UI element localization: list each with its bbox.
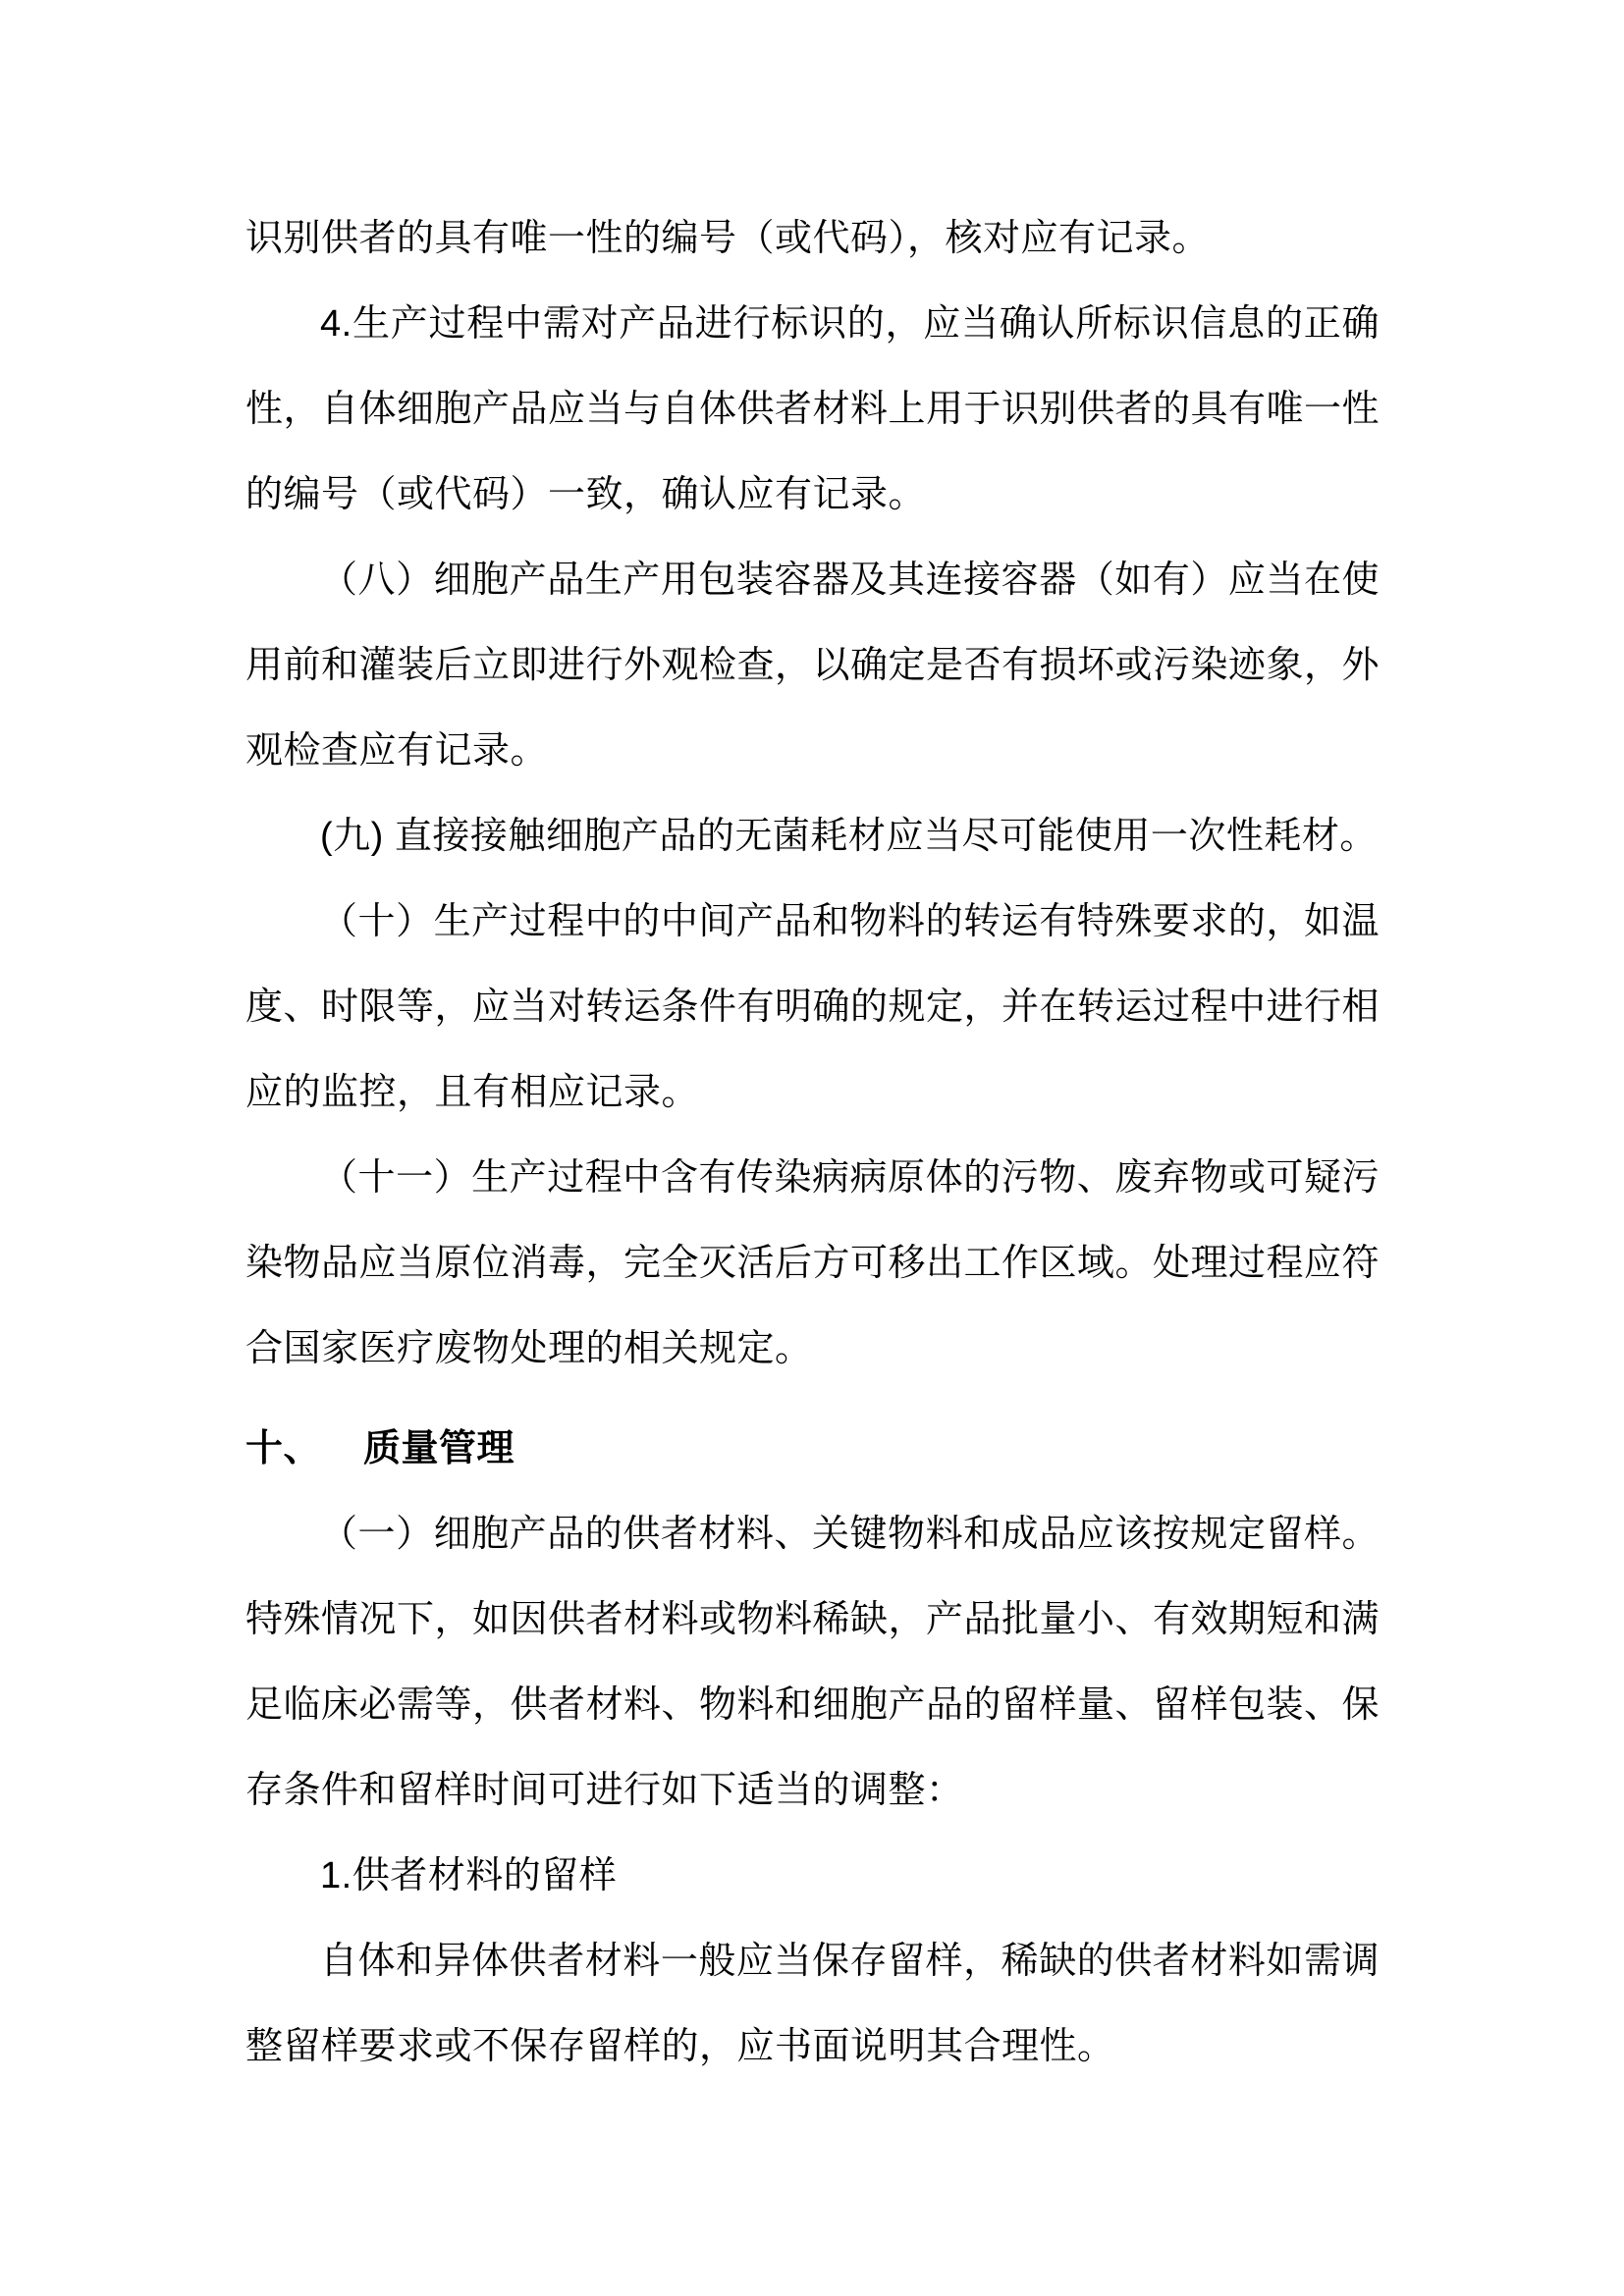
text-line: 4.生产过程中需对产品进行标识的，应当确认所标识信息的正确 — [320, 303, 1380, 345]
text-line: 特殊情况下，如因供者材料或物料稀缺，产品批量小、有效期短和满 — [245, 1599, 1380, 1640]
section-heading-title: 质量管理 — [363, 1428, 515, 1469]
text-line: 整留样要求或不保存留样的，应书面说明其合理性。 — [245, 2026, 1115, 2067]
text-line: 应的监控，且有相应记录。 — [245, 1072, 700, 1113]
text-line: 自体和异体供者材料一般应当保存留样，稀缺的供者材料如需调 — [320, 1941, 1380, 1982]
text-line: 合国家医疗废物处理的相关规定。 — [245, 1328, 813, 1369]
text-line: （八）细胞产品生产用包装容器及其连接容器（如有）应当在使 — [320, 560, 1380, 601]
text-line: (九) 直接接触细胞产品的无菌耗材应当尽可能使用一次性耗材。 — [320, 816, 1378, 857]
text-line: 用前和灌装后立即进行外观检查，以确定是否有损坏或污染迹象，外 — [245, 645, 1380, 686]
text-line: 识别供者的具有唯一性的编号（或代码），核对应有记录。 — [245, 218, 1211, 259]
text-line: 度、时限等，应当对转运条件有明确的规定，并在转运过程中进行相 — [245, 987, 1380, 1028]
section-heading — [245, 1407, 1380, 1492]
text-line: 观检查应有记录。 — [245, 730, 549, 772]
text-line: 的编号（或代码）一致，确认应有记录。 — [245, 474, 927, 515]
text-line: （十）生产过程中的中间产品和物料的转运有特殊要求的，如温 — [320, 901, 1380, 942]
text-line: 染物品应当原位消毒，完全灭活后方可移出工作区域。处理过程应符 — [245, 1243, 1380, 1284]
text-line: 存条件和留样时间可进行如下适当的调整： — [245, 1770, 964, 1811]
text-line: 1.供者材料的留样 — [320, 1855, 618, 1896]
text-line: （一）细胞产品的供者材料、关键物料和成品应该按规定留样。 — [320, 1514, 1380, 1555]
document-body — [245, 196, 1380, 2090]
text-line: 性，自体细胞产品应当与自体供者材料上用于识别供者的具有唯一性 — [245, 389, 1380, 430]
section-heading-number: 十、 — [245, 1428, 322, 1469]
text-line: （十一）生产过程中含有传染病病原体的污物、废弃物或可疑污 — [320, 1157, 1380, 1199]
text-line: 足临床必需等，供者材料、物料和细胞产品的留样量、留样包装、保 — [245, 1684, 1380, 1726]
